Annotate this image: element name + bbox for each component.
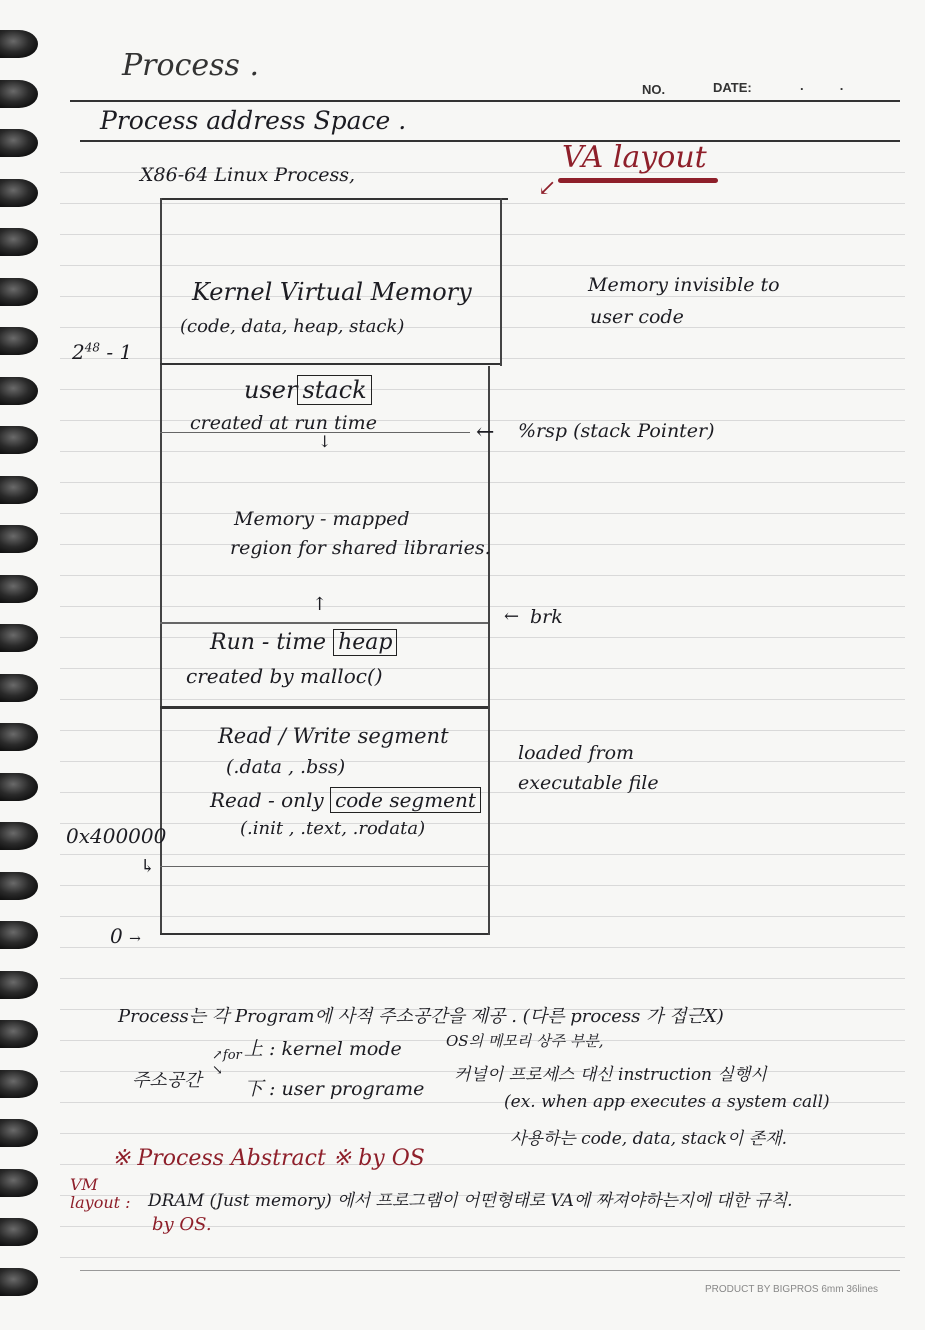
kernel-note-3: (ex. when app executes a system call) [504, 1092, 830, 1112]
heap-label [210, 630, 397, 655]
ruled-line [60, 916, 905, 917]
binding-ring [0, 872, 38, 900]
section-title: Process address Space . [100, 106, 407, 135]
ruled-line [60, 203, 905, 204]
ruled-line [60, 854, 905, 855]
addr-zero [110, 924, 141, 948]
binding-ring [0, 1218, 38, 1246]
addr-code-arrow-icon: ↳ [140, 856, 156, 877]
ruled-line [60, 823, 905, 824]
note-brk: brk [530, 606, 563, 628]
binding-ring [0, 624, 38, 652]
binding-ring [0, 921, 38, 949]
date-dots: . . [800, 78, 844, 93]
ruled-line [60, 730, 905, 731]
va-layout-label: VA layout [562, 140, 707, 175]
diagram-caption: X86-64 Linux Process, [140, 164, 355, 186]
note-invisible-2: user code [590, 306, 684, 328]
page-title: Process . [122, 48, 260, 83]
header-rule [70, 100, 900, 102]
binding-ring [0, 1119, 38, 1147]
ruled-line [60, 885, 905, 886]
ruled-line [60, 761, 905, 762]
ruled-line [60, 296, 905, 297]
ruled-line [60, 482, 905, 483]
binding-ring [0, 822, 38, 850]
binding-ring [0, 129, 38, 157]
brk-divider [160, 622, 488, 624]
for-arrow-down-icon: ↘ [212, 1063, 223, 1078]
diagram-top [160, 198, 508, 200]
heap-sub: created by malloc() [186, 664, 383, 688]
va-arrow-icon: ↙ [538, 176, 557, 201]
lower-user: 下 : user programe [244, 1078, 425, 1100]
addr-zero-value: 0 [110, 924, 123, 948]
ruled-line [60, 699, 905, 700]
note-invisible-1: Memory invisible to [588, 274, 780, 296]
section-rule [80, 140, 900, 142]
mmap-line2: region for shared libraries. [230, 537, 491, 559]
date-label: DATE: [713, 80, 752, 95]
note-loaded-1: loaded from [518, 742, 635, 764]
footer-rule [80, 1270, 900, 1271]
user-stack-label [244, 376, 372, 404]
binding-ring [0, 476, 38, 504]
dram-note: DRAM (Just memory) 에서 프로그램이 어떤형태로 VA에 짜져야하는지에 대한 규칙. [148, 1191, 793, 1211]
diagram-right-lower [488, 366, 490, 935]
upper-kernel: 上 : kernel mode [244, 1038, 402, 1060]
code-segment-box: code segment [330, 787, 481, 813]
ruled-line [60, 234, 905, 235]
binding-ring [0, 327, 38, 355]
ruled-line [60, 1257, 905, 1258]
addr-top [72, 340, 132, 364]
addr-code: 0x400000 [66, 824, 167, 848]
rw-segment-sub: (.data , .bss) [226, 756, 346, 778]
ruled-line [60, 637, 905, 638]
binding-ring [0, 1070, 38, 1098]
code-divider [160, 866, 488, 867]
addr-top-exp: 48 [84, 340, 101, 355]
binding-ring [0, 278, 38, 306]
footer-brand: PRODUCT BY BIGPROS 6mm 36lines [705, 1284, 879, 1295]
binding-ring [0, 228, 38, 256]
addr-zero-arrow-icon: → [129, 931, 141, 947]
binding-ring [0, 1020, 38, 1048]
process-abstract: ※ Process Abstract ※ by OS [112, 1146, 425, 1171]
binding-ring [0, 773, 38, 801]
binding-ring [0, 1169, 38, 1197]
ro-segment-label [210, 788, 481, 812]
binding-ring [0, 723, 38, 751]
note-loaded-2: executable file [518, 772, 659, 794]
runtime-label: Run - time [210, 630, 327, 655]
kernel-vm-label: Kernel Virtual Memory [192, 278, 472, 306]
kernel-divider [160, 363, 500, 365]
ruled-line [60, 947, 905, 948]
binding-ring [0, 674, 38, 702]
no-label: NO. [642, 82, 666, 97]
for-text: for [222, 1048, 242, 1063]
binding-ring [0, 575, 38, 603]
stack-grow-arrow-icon: ↓ [318, 432, 332, 451]
kernel-note-4: 사용하는 code, data, stack이 존재. [510, 1129, 787, 1149]
diagram-right-upper [500, 198, 502, 366]
ruled-line [60, 389, 905, 390]
kernel-note-2: 커널이 프로세스 대신 instruction 실행시 [454, 1065, 767, 1085]
binding-ring [0, 80, 38, 108]
addr-top-suffix: - 1 [106, 340, 133, 364]
ruled-line [60, 978, 905, 979]
binding-ring [0, 1268, 38, 1296]
stack-box: stack [297, 375, 371, 405]
heap-grow-arrow-icon: ↑ [312, 594, 328, 615]
diagram-bottom [160, 933, 488, 935]
user-stack-sub: created at run time [190, 412, 377, 434]
ruled-line [60, 265, 905, 266]
heap-box: heap [333, 629, 397, 656]
ruled-line [60, 606, 905, 607]
kernel-vm-sub: (code, data, heap, stack) [180, 316, 405, 337]
binding-ring [0, 426, 38, 454]
binding-ring [0, 179, 38, 207]
note-line-1: Process는 각 Program에 사적 주소공간을 제공 . (다른 process 가 접근X) [118, 1006, 724, 1027]
addr-space-label: 주소공간 [132, 1070, 202, 1091]
binding-ring [0, 30, 38, 58]
readonly-label: Read - only [210, 788, 324, 812]
note-rsp: %rsp (stack Pointer) [518, 420, 715, 442]
ruled-line [60, 792, 905, 793]
ro-segment-sub: (.init , .text, .rodata) [240, 818, 426, 839]
vm-layout-label: VM layout : [70, 1175, 131, 1212]
ruled-line [60, 358, 905, 359]
kernel-note-1: OS의 메모리 상주 부분, [446, 1032, 604, 1050]
ruled-line [60, 451, 905, 452]
binding-ring [0, 971, 38, 999]
user-label: user [244, 376, 298, 404]
binding-ring [0, 377, 38, 405]
ruled-line [60, 575, 905, 576]
for-arrows-icon: ↗ [212, 1048, 223, 1063]
by-os: by OS. [152, 1214, 212, 1235]
binding-ring [0, 525, 38, 553]
addr-top-base: 2 [72, 340, 85, 364]
for-label [212, 1048, 242, 1078]
va-underline [558, 178, 718, 183]
mmap-line1: Memory - mapped [234, 508, 410, 530]
brk-arrow-icon: ← [504, 606, 520, 627]
heap-divider [160, 706, 488, 709]
ruled-line [60, 513, 905, 514]
rw-segment-label: Read / Write segment [218, 724, 449, 748]
rsp-arrow-icon: ← [476, 420, 495, 445]
